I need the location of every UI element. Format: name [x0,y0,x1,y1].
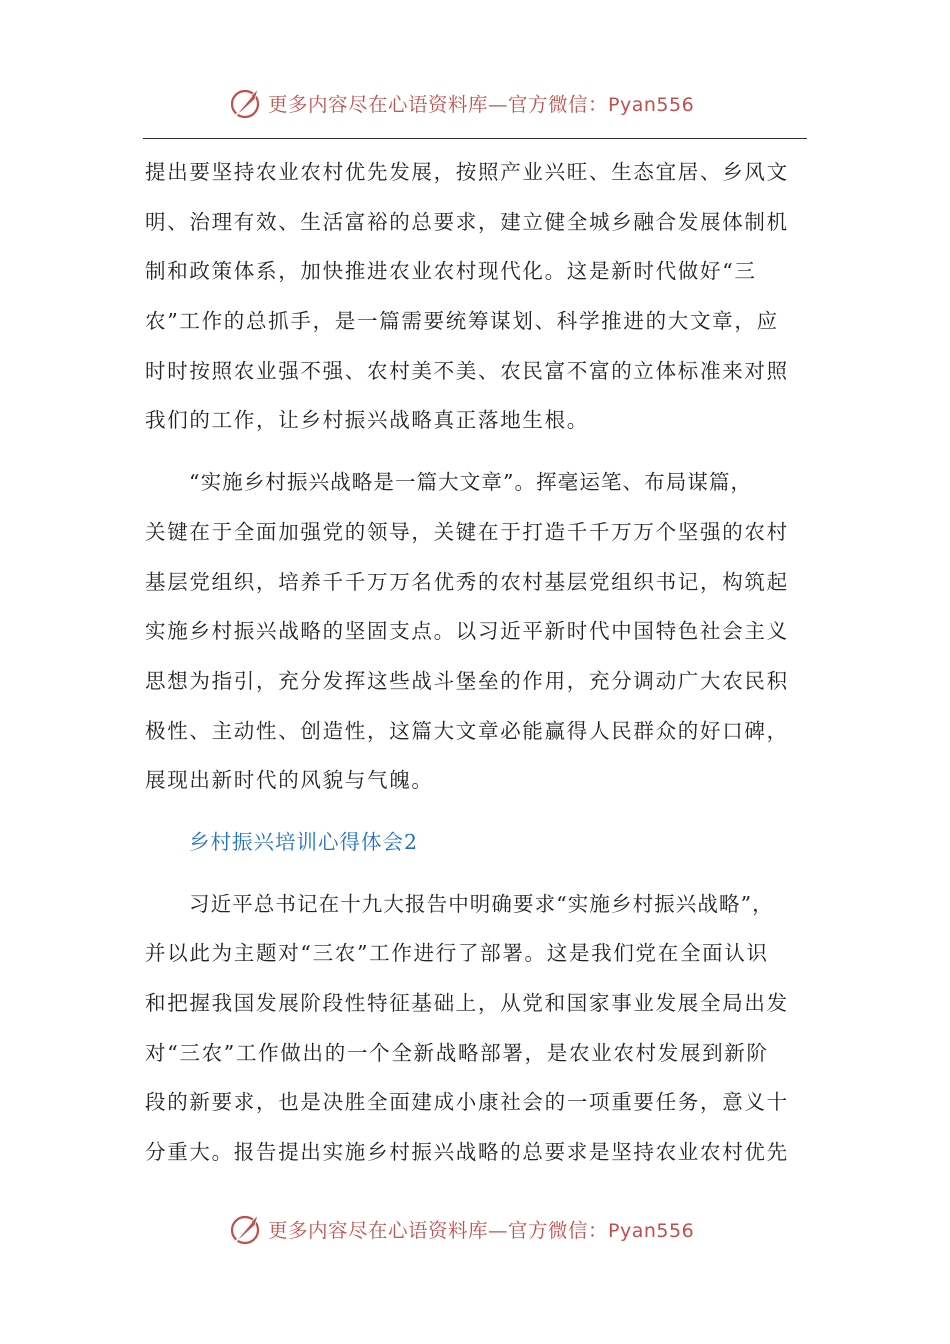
text-line: 展现出新时代的风貌与气魄。 [145,768,434,793]
header-divider [143,138,807,139]
text-line: 极性、主动性、创造性，这篇大文章必能赢得人民群众的好口碑， [145,718,789,743]
paragraph-3 [145,880,795,1178]
text-line: 分重大。报告提出实施乡村振兴战略的总要求是坚持农业农村优先 [145,1140,789,1165]
text-line: 实施乡村振兴战略的坚固支点。以习近平新时代中国特色社会主义 [145,619,789,644]
text-line: 基层党组织，培养千千万万名优秀的农村基层党组织书记，构筑起 [145,569,789,594]
text-line: 制和政策体系，加快推进农业农村现代化。这是新时代做好“三 [145,259,757,284]
banner-text: 更多内容尽在心语资料库—官方微信：Pyan556 [268,93,695,116]
text-line: 明、治理有效、生活富裕的总要求，建立健全城乡融合发展体制机 [145,209,789,234]
paragraph-gap [145,868,795,880]
banner-text: 更多内容尽在心语资料库—官方微信：Pyan556 [268,1219,695,1242]
document-body [145,148,795,1178]
quill-pen-circle-icon [228,85,264,121]
footer-banner [228,1210,748,1248]
text-line: 习近平总书记在十九大报告中明确要求“实施乡村振兴战略”， [189,891,774,916]
text-line: 提出要坚持农业农村优先发展，按照产业兴旺、生态宜居、乡风文 [145,160,789,184]
text-line: 并以此为主题对“三农”工作进行了部署。这是我们党在全面认识 [145,941,769,966]
text-line: 关键在于全面加强党的领导，关键在于打造千千万万个坚强的农村 [145,519,789,544]
paragraph-2 [145,458,795,806]
wechat-id: Pyan556 [608,1220,695,1242]
text-line: 段的新要求，也是决胜全面建成小康社会的一项重要任务，意义十 [145,1090,789,1115]
quill-pen-circle-icon [228,1211,264,1247]
text-line: 时时按照农业强不强、农村美不美、农民富不富的立体标准来对照 [145,358,789,383]
paragraph-gap [145,806,795,818]
text-line: 思想为指引，充分发挥这些战斗堡垒的作用，充分调动广大农民积 [145,668,789,693]
paragraph-gap [145,446,795,458]
text-line: “实施乡村振兴战略是一篇大文章”。挥毫运笔、布局谋篇， [189,470,753,495]
paragraph-1 [145,148,795,446]
header-banner [228,84,748,122]
section-heading: 乡村振兴培训心得体会2 [189,829,419,854]
text-line: 对“三农”工作做出的一个全新战略部署，是农业农村发展到新阶 [145,1040,769,1065]
text-line: 农”工作的总抓手，是一篇需要统筹谋划、科学推进的大文章，应 [145,309,779,334]
text-line: 和把握我国发展阶段性特征基础上，从党和国家事业发展全局出发 [145,991,789,1015]
wechat-id: Pyan556 [608,94,695,116]
text-line: 我们的工作，让乡村振兴战略真正落地生根。 [145,408,589,433]
